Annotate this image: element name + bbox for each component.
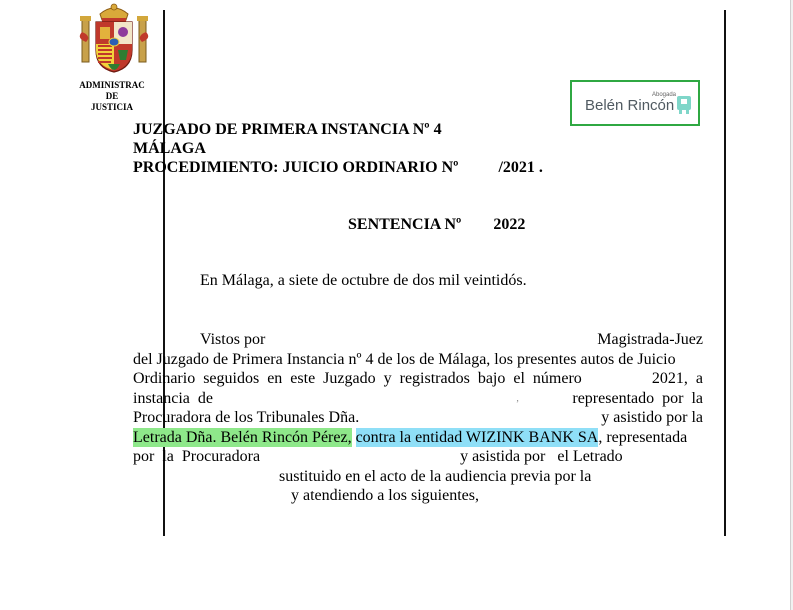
highlight-lawyer: Letrada Dña. Belén Rincón Pérez, [133, 428, 352, 446]
right-margin-line [724, 10, 726, 536]
admin-line-3: JUSTICIA [90, 102, 133, 112]
text-fragment: por la Procuradora [133, 448, 261, 465]
text-fragment: , [516, 392, 519, 404]
text-fragment: Magistrada-Juez [597, 331, 703, 348]
paragraph-line [133, 408, 703, 428]
paragraph-line [133, 428, 703, 448]
logo-name: Belén Rincón [585, 97, 675, 114]
court-header [133, 120, 543, 177]
text-fragment: Ordinario seguidos en este Juzgado y registrados bajo el número [133, 370, 582, 387]
text-fragment: del Juzgado de Primera Instancia nº 4 de los de Málaga, los presentes autos de Juicio [133, 350, 676, 368]
paragraph-line [133, 486, 703, 506]
text-fragment: , representada [598, 428, 688, 446]
text-fragment: y atendiendo a los siguientes, [291, 487, 479, 504]
procedure-number: PROCEDIMIENTO: JUICIO ORDINARIO Nº /2021 . [133, 159, 543, 176]
lawyer-logo [570, 80, 700, 126]
text-fragment: sustituido en el acto de la audiencia previa por la [279, 467, 592, 485]
sentence-title: SENTENCIA Nº 2022 [348, 216, 526, 233]
paragraph-line [133, 369, 703, 389]
paragraph-vistos [133, 330, 703, 506]
text-fragment: instancia de [133, 389, 213, 407]
text-fragment: Vistos por [200, 331, 266, 348]
logo-subtitle: Abogada [652, 92, 677, 98]
administration-label [62, 80, 162, 113]
paragraph-line [133, 330, 703, 350]
paragraph-line [133, 447, 703, 467]
paragraph-line [133, 467, 703, 487]
text-fragment: y asistida por el Letrado [460, 448, 623, 465]
highlight-defendant: contra la entidad WIZINK BANK SA [355, 428, 599, 446]
admin-line-1: ADMINISTRAC [79, 80, 145, 90]
text-fragment: Procuradora de los Tribunales Dña. [133, 409, 360, 426]
paragraph-line [133, 350, 703, 370]
text-fragment: representado por la [572, 389, 703, 407]
paragraph-line [133, 389, 703, 409]
admin-line-2: DE [105, 91, 119, 101]
text-fragment: 2021, a [651, 370, 703, 387]
text-fragment: y asistido por la [601, 409, 703, 426]
opening-line: En Málaga, a siete de octubre de dos mil veintidós. [200, 272, 527, 289]
r-monogram-icon [677, 96, 691, 114]
court-city: MÁLAGA [133, 140, 206, 157]
coat-of-arms-icon [78, 2, 150, 76]
court-name: JUZGADO DE PRIMERA INSTANCIA Nº 4 [133, 121, 442, 138]
